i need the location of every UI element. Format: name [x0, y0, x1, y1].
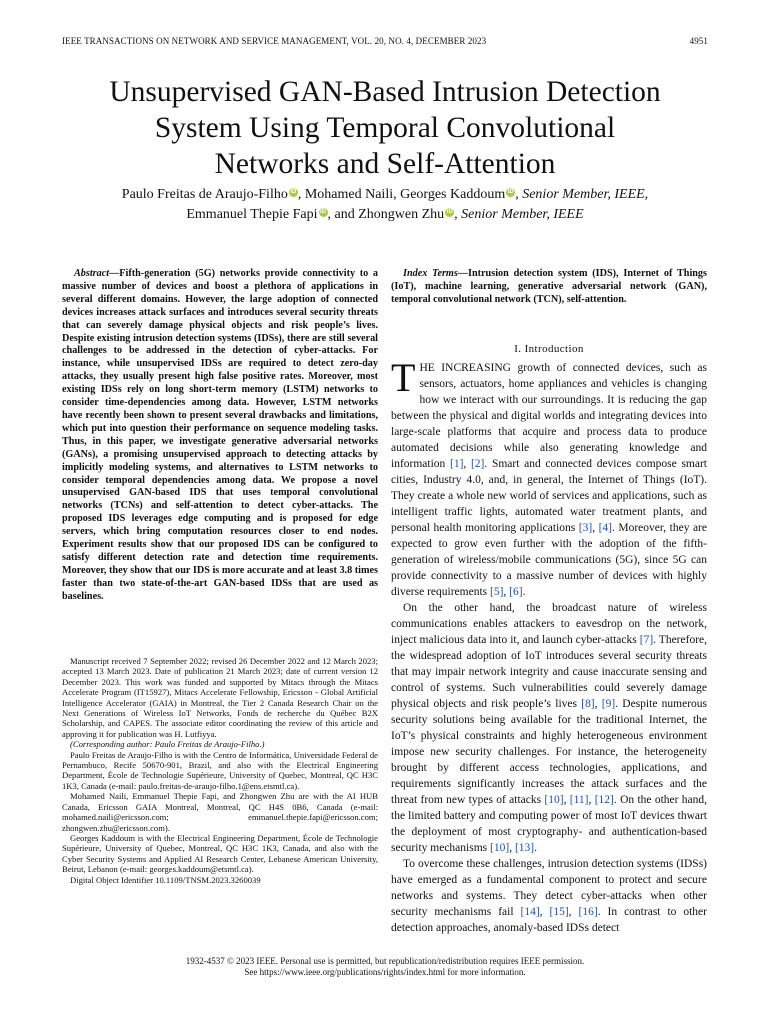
- citation-link[interactable]: [14]: [520, 906, 540, 918]
- page-number: 4951: [689, 36, 708, 46]
- affiliation-note: Georges Kaddoum is with the Electrical Engineering Department, École de Technologie Supérieure, University of Quebec, Montreal, QC H3C 1K3, Canada, and also with the Cyber Security Systems and Applied AI Research Center, Lebanese American University, Beirut, Lebanon (e-mail: georges.kaddoum@etsmtl.ca).: [62, 832, 378, 875]
- citation-link[interactable]: [13]: [514, 842, 535, 854]
- citation-link[interactable]: [2]: [470, 458, 485, 470]
- title-line-1: Unsupervised GAN-Based Intrusion Detection: [109, 76, 661, 108]
- copyright-line: See https://www.ieee.org/publications/rights/index.html for more information.: [244, 967, 526, 977]
- corresponding-author-note: (Corresponding author: Paulo Freitas de Araujo-Filho.): [70, 739, 265, 750]
- doi-note: Digital Object Identifier 10.1109/TNSM.2023.3260039: [70, 874, 261, 885]
- journal-name: IEEE TRANSACTIONS ON NETWORK AND SERVICE MANAGEMENT, VOL. 20, NO. 4, DECEMBER 2023: [62, 36, 487, 46]
- copyright-notice: [60, 956, 710, 978]
- index-terms: [391, 268, 707, 307]
- author-name: Emmanuel Thepie Fapi: [186, 207, 318, 222]
- orcid-icon[interactable]: iD: [290, 189, 297, 195]
- paragraph: On the other hand, the broadcast nature of wireless communications enables attackers to eavesdrop on the network, inject malicious data into it, and launch cyber-attacks [7]. Therefore, the widespread adoption of IoT introduces several security threats that may impair network integrity and cause inaccurate sensing and control of systems. Such vulnerabilities could severely damage physical objects and risk people’s lives [8], [9]. Despite numerous security solutions being available for the traditional Internet, the IoT’s physical constraints and highly heterogeneous environment impose new security challenges. For instance, the heterogeneity brought by different access technologies, applications, and requirements significantly increases the attack surfaces and the threat from new types of attacks [10], [11], [12]. On the other hand, the limited battery and computing power of most IoT devices thwart the deployment of most cryptography- and authentication-based security mechanisms [10], [13].: [391, 602, 708, 854]
- citation-link[interactable]: [3]: [578, 522, 593, 534]
- citation-link[interactable]: [16]: [578, 906, 598, 918]
- orcid-icon[interactable]: iD: [507, 189, 514, 195]
- copyright-line: 1932-4537 © 2023 IEEE. Personal use is permitted, but republication/redistribution requires IEEE permission.: [185, 956, 585, 966]
- author-name: , and Zhongwen Zhu: [327, 207, 445, 222]
- drop-cap: T: [391, 355, 416, 400]
- citation-link[interactable]: [8]: [581, 698, 595, 710]
- citation-link[interactable]: [7]: [639, 634, 654, 646]
- citation-link[interactable]: [1]: [449, 458, 464, 470]
- author-grade: , Senior Member, IEEE: [454, 207, 584, 222]
- author-list: [60, 185, 710, 225]
- citation-link[interactable]: [5]: [490, 586, 504, 598]
- running-header: [62, 36, 708, 46]
- paragraph: To overcome these challenges, intrusion detection systems (IDSs) have emerged as a fundamental component to protect and secure networks and systems. They detect cyber-attacks when other security mechanisms fail [14], [15], [16]. In contrast to other detection approaches, anomaly-based IDSs detect: [391, 858, 707, 934]
- citation-link[interactable]: [4]: [598, 522, 612, 534]
- citation-link[interactable]: [10]: [544, 794, 564, 806]
- affiliation-note: Mohamed Naili, Emmanuel Thepie Fapi, and Zhongwen Zhu are with the AI HUB Canada, Ericsson GAIA Montreal, Montreal, QC H4S 0B6, Canada (e-mail: mohamed.naili@ericsson.com; emmanuel.thepie.fapi@ericsson.com; zhongwen.zhu@ericsson.com).: [62, 791, 378, 833]
- title-line-2: System Using Temporal Convolutional: [154, 112, 616, 144]
- footnotes: [62, 656, 378, 885]
- citation-link[interactable]: [11]: [569, 794, 589, 806]
- affiliation-note: Paulo Freitas de Araujo-Filho is with the Centro de Informática, Universidade Federal de Pernambuco, Recife 50670-901, Brazil, and also with the Electrical Engineering Department, École de Technologie Supérieure, University of Quebec, Montreal, QC H3C 1K3, Canada (e-mail: paulo.freitas-de-araujo-filho.1@ens.etsmtl.ca).: [62, 749, 378, 791]
- manuscript-note: Manuscript received 7 September 2022; revised 26 December 2022 and 12 March 2023; accepted 13 March 2023. Date of publication 21 March 2023; date of current version 12 December 2023. This work was funded and supported by Mitacs through the Mitacs Accelerate Program (IT15927), Mitacs Accelerate Fellowship, Ericsson - Global Artificial Intelligence Accelerator (GAIA) in Montreal, the Tier 2 Canada Research Chair on the Next Generations of Wireless IoT Networks, Fonds de recherche du Québec B2X Scholarship, and CAPES. The associate editor coordinating the review of this article and approving it for publication was H. Lutfiyya.: [62, 656, 378, 739]
- index-terms-text: —Intrusion detection system (IDS), Internet of Things (IoT), machine learning, generative adversarial network (GAN), temporal convolutional network (TCN), self-attention.: [391, 268, 707, 305]
- orcid-icon[interactable]: iD: [446, 209, 453, 215]
- index-terms-label: Index Terms: [403, 268, 458, 279]
- citation-link[interactable]: [9]: [601, 698, 616, 710]
- section-heading: I. Introduction: [514, 343, 584, 355]
- author-grade: , Senior Member, IEEE,: [515, 187, 649, 202]
- introduction-body: [391, 355, 708, 936]
- title-line-3: Networks and Self-Attention: [214, 148, 556, 180]
- author-name: Paulo Freitas de Araujo-Filho: [121, 187, 288, 202]
- paper-title: [60, 74, 710, 182]
- paragraph: THE INCREASING growth of connected devices, such as sensors, actuators, home appliances and vehicles is changing how we interact with our surroundings. It is reducing the gap between the physical and digital worlds and integrating devices into large-scale platforms that acquire and process data to produce automated decisions while also generating knowledge and information [1], [2]. Smart and connected devices compose smart cities, Industry 4.0, and, in general, the Internet of Things (IoT). They create a whole new world of services and applications, such as intelligent traffic lights, automated water treatment plants, and personal health monitoring applications [3], [4]. Moreover, they are expected to grow even further with the adoption of the fifth-generation of wireless/mobile communications (5G), since 5G can provide connectivity to a massive number of devices with highly diverse requirements [5], [6].: [391, 355, 707, 598]
- author-name: , Mohamed Naili, Georges Kaddoum: [297, 187, 506, 202]
- citation-link[interactable]: [15]: [549, 906, 569, 918]
- abstract-label: Abstract: [74, 268, 110, 279]
- citation-link[interactable]: [6]: [509, 586, 523, 598]
- citation-link[interactable]: [12]: [594, 794, 614, 806]
- index-terms-block: [391, 268, 707, 307]
- citation-link[interactable]: [10]: [490, 842, 510, 854]
- abstract-block: [62, 268, 378, 604]
- abstract-text: —Fifth-generation (5G) networks provide connectivity to a massive number of devices and boost a plethora of applications in several different domains. However, the large adoption of connected devices increases attack surfaces and introduces several security threats that can severely damage physical objects and risk people’s lives. Despite existing intrusion detection systems (IDSs), there are still several challenges to be addressed in the detection of cyber-attacks. For instance, while unsupervised IDSs are required to detect zero-day attacks, they usually present high false positive rates. Moreover, most existing IDSs rely on long short-term memory (LSTM) networks to consider time-dependencies among data. However, LSTM networks have recently been shown to present several drawbacks and limitations, which put into question their performance on sequence modeling tasks. Thus, in this paper, we investigate generative adversarial networks (GANs), a promising unsupervised approach to detecting attacks by implicitly modeling systems, and alternatives to LSTM networks to consider temporal dependencies among data. We propose a novel unsupervised GAN-based IDS that uses temporal convolutional networks (TCNs) and self-attention to detect cyber-attacks. The proposed IDS leverages edge computing and is proposed for edge servers, which bring computation resources closer to end nodes. Experiment results show that our proposed IDS can be configured to satisfy different detection rate and detection time requirements. Moreover, they show that our IDS is more accurate and at least 3.8 times faster than two state-of-the-art GAN-based IDSs that are used as baselines.: [62, 268, 378, 602]
- abstract: [62, 268, 378, 604]
- orcid-icon[interactable]: iD: [320, 209, 327, 215]
